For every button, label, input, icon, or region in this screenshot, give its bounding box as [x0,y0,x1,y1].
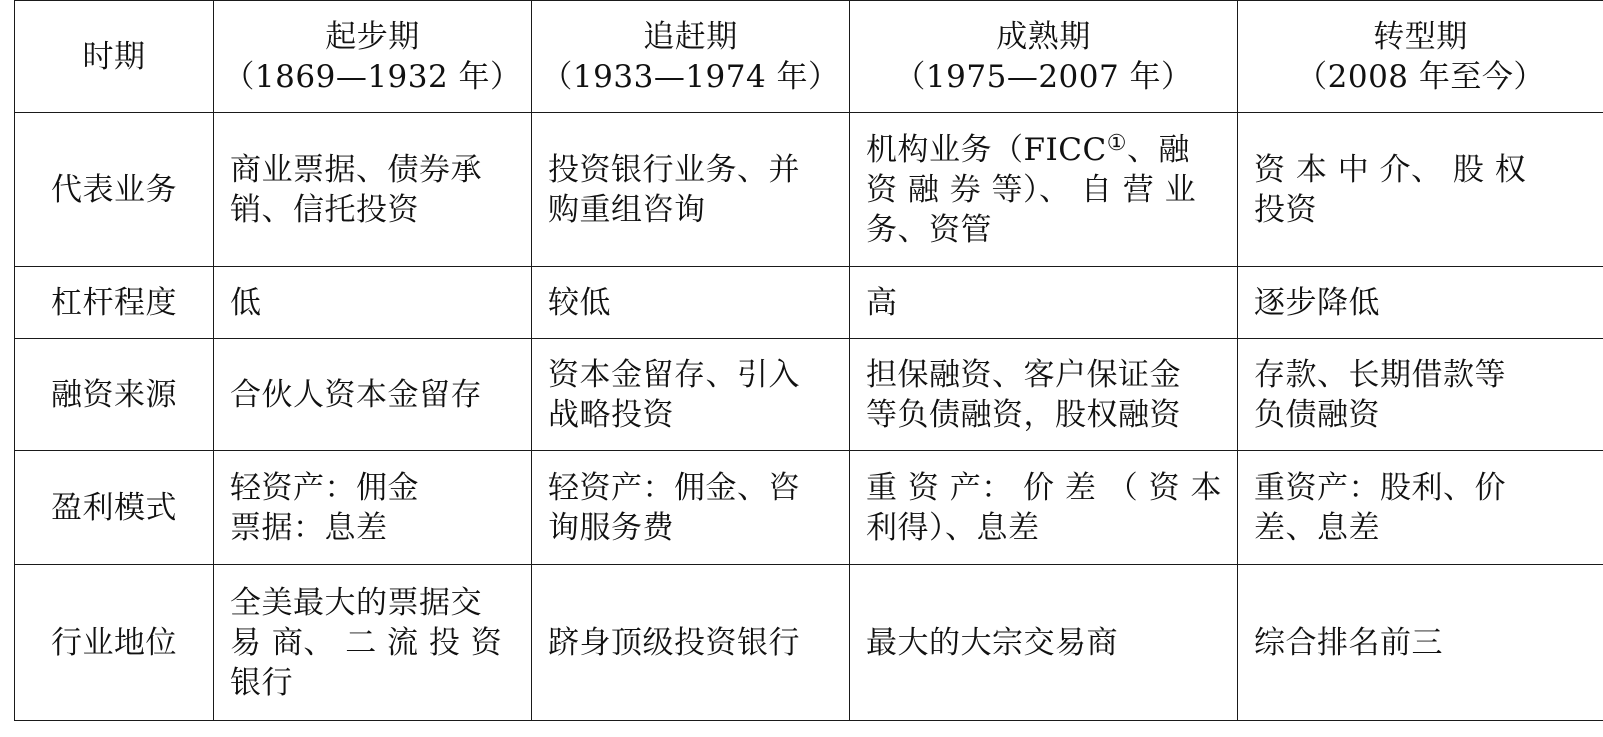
table-cell [214,267,532,339]
header-column-years: （1933—1974 年） [541,58,840,95]
cell-line: 高 [866,284,898,321]
table-cell [850,339,1238,451]
table-row [15,339,1603,451]
cell-line: 较低 [548,284,611,321]
header-column-3 [850,1,1238,113]
table-cell [214,339,532,451]
cell-line: 全美最大的票据交 [230,584,482,621]
cell-line: 利得）、息差 [866,509,1040,546]
cell-line: 负债融资 [1254,396,1380,433]
header-column-name: 追赶期 [643,18,738,55]
header-period-label: 时期 [15,1,214,113]
cell-line: 综合排名前三 [1254,624,1443,661]
table-cell [214,113,532,267]
table-cell [850,267,1238,339]
table-cell [850,113,1238,267]
cell-line: 资 本 中 介、 股 权 [1254,151,1527,188]
cell-line-with-footnote [866,130,1223,170]
cell-line: 差、息差 [1254,509,1380,546]
table-cell [214,565,532,721]
table-cell [1238,267,1603,339]
cell-line: 务、资管 [866,211,992,248]
header-column-2 [532,1,850,113]
cell-line: 购重组咨询 [548,191,706,228]
header-column-name: 起步期 [325,18,420,55]
footnote-marker: ① [1106,130,1127,156]
table-cell [1238,113,1603,267]
header-column-1 [214,1,532,113]
cell-line: 担保融资、客户保证金 [866,356,1181,393]
cell-line: 轻资产：佣金、咨 [548,469,800,506]
cell-line: 投资 [1254,191,1317,228]
table-cell [1238,451,1603,565]
table-row [15,565,1603,721]
cell-line: 票据：息差 [230,509,388,546]
cell-line: 资 融 券 等）、 自 营 业 [866,171,1197,208]
cell-line: 银行 [230,664,293,701]
table-cell [214,451,532,565]
cell-line: 跻身顶级投资银行 [548,624,800,661]
cell-line: 最大的大宗交易商 [866,624,1118,661]
table-row [15,267,1603,339]
cell-line: 低 [230,284,262,321]
cell-line: 存款、长期借款等 [1254,356,1506,393]
table-cell [532,565,850,721]
cell-line-post: 、融 [1126,131,1190,168]
cell-line: 重 资 产： 价 差 （ 资 本 [866,469,1222,506]
header-column-years: （2008 年至今） [1296,58,1545,95]
cell-line: 资本金留存、引入 [548,356,800,393]
comparison-table-container [14,0,1603,737]
header-column-years: （1869—1932 年） [223,58,522,95]
table-row [15,113,1603,267]
cell-line: 易 商、 二 流 投 资 [230,624,503,661]
table-cell [532,339,850,451]
cell-line: 轻资产：佣金 [230,469,419,506]
row-label-industry-position: 行业地位 [15,565,214,721]
table-cell [532,451,850,565]
cell-line: 商业票据、债券承 [230,151,482,188]
row-label-business: 代表业务 [15,113,214,267]
row-label-profit-model: 盈利模式 [15,451,214,565]
row-label-leverage: 杠杆程度 [15,267,214,339]
table-cell [850,565,1238,721]
table-row [15,451,1603,565]
cell-line: 战略投资 [548,396,674,433]
cell-line: 销、信托投资 [230,191,419,228]
cell-line-pre: 机构业务（FICC [866,131,1107,168]
cell-line: 逐步降低 [1254,284,1380,321]
table-cell [1238,565,1603,721]
cell-line: 合伙人资本金留存 [230,376,482,413]
table-cell [850,451,1238,565]
cell-line: 投资银行业务、并 [548,151,800,188]
header-column-years: （1975—2007 年） [894,58,1193,95]
header-column-name: 转型期 [1373,18,1468,55]
header-column-name: 成熟期 [996,18,1091,55]
investment-bank-stages-table [14,0,1603,721]
cell-line: 询服务费 [548,509,674,546]
cell-line: 重资产：股利、价 [1254,469,1506,506]
table-cell [532,267,850,339]
table-cell [1238,339,1603,451]
header-row [15,1,1603,113]
table-cell [532,113,850,267]
header-column-4 [1238,1,1603,113]
row-label-financing: 融资来源 [15,339,214,451]
cell-line: 等负债融资，股权融资 [866,396,1181,433]
